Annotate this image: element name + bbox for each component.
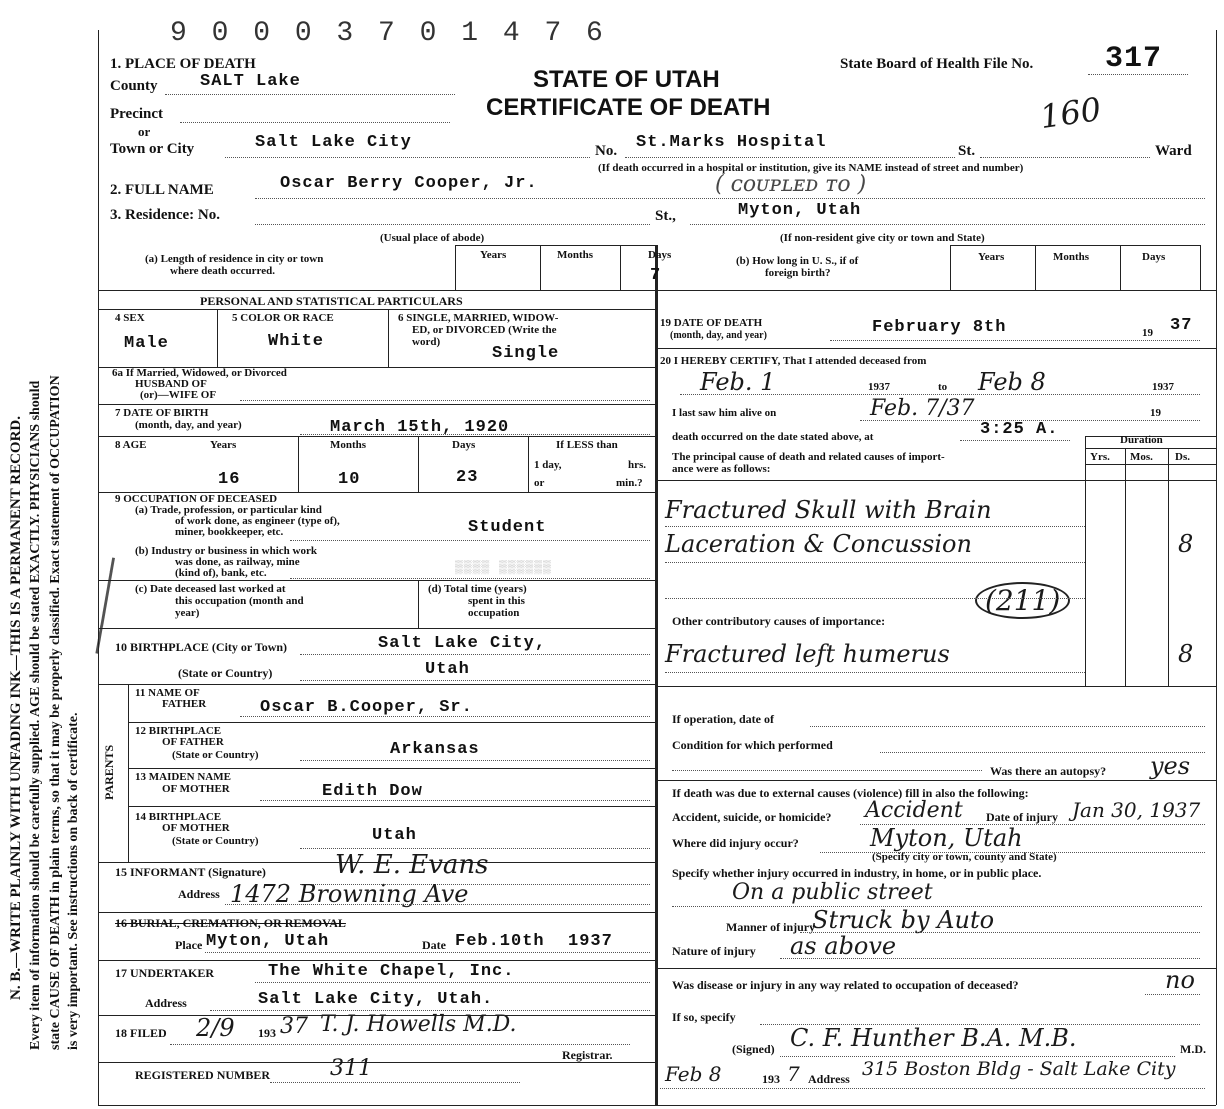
dod-year: 37 bbox=[1170, 316, 1193, 335]
county-label: County bbox=[110, 78, 158, 94]
registrar-signature: T. J. Howells M.D. bbox=[320, 1012, 517, 1037]
marital-label-b: ED, or DIVORCED (Write the bbox=[412, 324, 557, 336]
occ-d2: spent in this bbox=[468, 595, 525, 607]
length-label-a: (a) Length of residence in city or town bbox=[145, 253, 324, 265]
length-days-value: 7 bbox=[650, 266, 662, 285]
sign-year-prefix: 193 bbox=[762, 1072, 780, 1086]
burial-year: 1937 bbox=[568, 932, 613, 951]
certificate-title: CERTIFICATE OF DEATH bbox=[486, 94, 771, 121]
last-saw-label: I last saw him alive on bbox=[672, 407, 777, 419]
signed-label: (Signed) bbox=[732, 1042, 775, 1056]
dob-label-a: 7 DATE OF BIRTH bbox=[115, 407, 209, 419]
mother-label-a: 13 MAIDEN NAME bbox=[135, 771, 231, 783]
occ-b1: (b) Industry or business in which work bbox=[135, 545, 317, 557]
age-months-value: 10 bbox=[338, 470, 361, 489]
no-label: No. bbox=[595, 143, 618, 159]
cause-2: Laceration & Concussion bbox=[665, 530, 972, 558]
mbirth-value: Utah bbox=[372, 826, 417, 845]
foreign-months: Months bbox=[1053, 251, 1090, 263]
length-years: Years bbox=[480, 249, 507, 261]
dod-value: February 8th bbox=[872, 318, 1007, 337]
residence-st-label: St., bbox=[655, 208, 676, 224]
county-value: SALT Lake bbox=[200, 72, 301, 91]
hospital-value: St.Marks Hospital bbox=[636, 133, 827, 152]
less-label-a: If LESS than bbox=[556, 439, 618, 451]
margin-note-1: N. B.—WRITE PLAINLY WITH UNFADING INK—THIS IS A PERMANENT RECORD. bbox=[8, 416, 24, 1000]
burial-place: Myton, Utah bbox=[206, 932, 330, 951]
occ-industry-redacted: ▒▒▒▒ ▒▒▒▒▒▒ bbox=[455, 560, 552, 575]
occ-a2: of work done, as engineer (type of), bbox=[175, 515, 340, 527]
dod-label-a: 19 DATE OF DEATH bbox=[660, 317, 763, 329]
abode-note: (Usual place of abode) bbox=[380, 232, 485, 244]
duration-label: Duration bbox=[1120, 434, 1163, 446]
informant-label: 15 INFORMANT (Signature) bbox=[115, 865, 266, 879]
autopsy-value: yes bbox=[1150, 752, 1191, 780]
occ-c3: year) bbox=[175, 607, 200, 619]
spouse-label-b: HUSBAND OF bbox=[135, 378, 207, 390]
last-saw-year-label: 19 bbox=[1150, 407, 1161, 419]
physician-address-label: Address bbox=[808, 1072, 850, 1086]
mbirth-label-c: (State or Country) bbox=[172, 835, 259, 847]
operation-label: If operation, date of bbox=[672, 712, 774, 726]
occ-c2: this occupation (month and bbox=[175, 595, 304, 607]
dod-year-prefix: 19 bbox=[1142, 327, 1153, 339]
age-label: 8 AGE bbox=[115, 439, 147, 451]
less-label-e: min.? bbox=[616, 477, 643, 489]
precinct-label: Precinct bbox=[110, 106, 164, 122]
file-no-label: State Board of Health File No. bbox=[840, 56, 1034, 72]
race-value: White bbox=[268, 332, 325, 351]
physician-signature: C. F. Hunther B.A. M.B. bbox=[790, 1024, 1077, 1052]
undertaker-address-label: Address bbox=[145, 996, 187, 1010]
state-title: STATE OF UTAH bbox=[533, 66, 720, 93]
specify-value: On a public street bbox=[732, 880, 933, 905]
age-years-label: Years bbox=[210, 439, 237, 451]
less-label-b: 1 day, bbox=[534, 459, 562, 471]
last-saw: Feb. 7/37 bbox=[870, 396, 975, 421]
where-label: Where did injury occur? bbox=[672, 836, 799, 850]
full-name-label: 2. FULL NAME bbox=[110, 182, 214, 198]
attend-from: Feb. 1 bbox=[700, 368, 776, 396]
full-name-value: Oscar Berry Cooper, Jr. bbox=[280, 174, 538, 193]
fbirth-value: Arkansas bbox=[390, 740, 480, 759]
occ-b3: (kind of), bank, etc. bbox=[175, 567, 267, 579]
autopsy-label: Was there an autopsy? bbox=[990, 764, 1107, 778]
occupation-label: 9 OCCUPATION OF DECEASED bbox=[115, 493, 278, 505]
place-of-death-label: 1. PLACE OF DEATH bbox=[110, 56, 256, 72]
if-so-label: If so, specify bbox=[672, 1010, 736, 1024]
birthplace-label: 10 BIRTHPLACE (City or Town) bbox=[115, 640, 288, 654]
margin-handwriting: ▁▁▁▁▁▁▁ bbox=[78, 554, 116, 654]
nature-label: Nature of injury bbox=[672, 944, 756, 958]
marital-label-a: 6 SINGLE, MARRIED, WIDOW- bbox=[398, 312, 559, 324]
nonres-note: (If non-resident give city or town and State) bbox=[780, 232, 985, 244]
physician-address: 315 Boston Bldg - Salt Lake City bbox=[862, 1058, 1176, 1080]
manner-label: Manner of injury bbox=[726, 920, 816, 934]
filed-year-prefix: 193 bbox=[258, 1026, 276, 1040]
attend-to: Feb 8 bbox=[978, 368, 1046, 396]
occ-d1: (d) Total time (years) bbox=[428, 583, 527, 595]
occupation-answer: no bbox=[1165, 966, 1195, 994]
where-value: Myton, Utah bbox=[870, 824, 1023, 852]
occupation-question: Was disease or injury in any way related to occupation of deceased? bbox=[672, 978, 1019, 992]
mbirth-label-b: OF MOTHER bbox=[162, 822, 230, 834]
undertaker-label: 17 UNDERTAKER bbox=[115, 966, 215, 980]
burial-place-label: Place bbox=[175, 938, 203, 952]
birthplace-state: Utah bbox=[425, 660, 470, 679]
margin-note-2: Every item of information should be carefully supplied. AGE should be stated EXACTLY. PHYSICIANS should bbox=[28, 380, 43, 1050]
hospital-note: (If death occurred in a hospital or institution, give its NAME instead of street and number) bbox=[598, 162, 1024, 174]
accident-value: Accident bbox=[865, 798, 963, 823]
race-label: 5 COLOR OR RACE bbox=[232, 312, 334, 324]
attend-from-year: 1937 bbox=[868, 381, 890, 393]
accident-label: Accident, suicide, or homicide? bbox=[672, 810, 832, 824]
injury-date: Jan 30, 1937 bbox=[1072, 798, 1201, 822]
less-label-d: or bbox=[534, 477, 545, 489]
city-label: Town or City bbox=[110, 141, 195, 157]
age-months-label: Months bbox=[330, 439, 367, 451]
father-label-a: 11 NAME OF bbox=[135, 687, 200, 699]
filed-date: 2/9 bbox=[196, 1014, 235, 1042]
file-no: 317 bbox=[1105, 42, 1163, 76]
less-label-c: hrs. bbox=[628, 459, 647, 471]
marital-label-c: word) bbox=[412, 336, 441, 348]
age-days-value: 23 bbox=[456, 468, 479, 487]
age-years-value: 16 bbox=[218, 470, 241, 489]
dob-value: March 15th, 1920 bbox=[330, 418, 510, 437]
filed-label: 18 FILED bbox=[115, 1026, 167, 1040]
dob-label-b: (month, day, and year) bbox=[135, 419, 242, 431]
occupation-value: Student bbox=[468, 518, 547, 537]
name-handwriting: ( ᴄᴏᴜᴘʟᴇᴅ ᴛᴏ ) bbox=[715, 172, 867, 197]
dur-yrs: Yrs. bbox=[1090, 451, 1110, 463]
birthplace-state-label: (State or Country) bbox=[178, 666, 273, 680]
residence-label: 3. Residence: No. bbox=[110, 207, 220, 223]
md-label: M.D. bbox=[1180, 1042, 1206, 1056]
certify-label: 20 I HEREBY CERTIFY, That I attended deceased from bbox=[660, 355, 927, 367]
cause-1: Fractured Skull with Brain bbox=[665, 496, 992, 524]
sex-value: Male bbox=[124, 334, 169, 353]
length-months: Months bbox=[557, 249, 594, 261]
nature-value: as above bbox=[790, 932, 897, 960]
informant-address: 1472 Browning Ave bbox=[230, 880, 469, 908]
margin-note-4: is very important. See instructions on back of certificate. bbox=[66, 712, 81, 1050]
classification-stamp: (211) bbox=[975, 582, 1070, 619]
filed-year: 37 bbox=[280, 1014, 308, 1039]
external-label: If death was due to external causes (violence) fill in also the following: bbox=[672, 786, 1029, 800]
burial-date: Feb.10th bbox=[455, 932, 545, 951]
birthplace-city: Salt Lake City, bbox=[378, 634, 547, 653]
burial-date-label: Date bbox=[422, 938, 446, 952]
fbirth-label-b: OF FATHER bbox=[162, 736, 224, 748]
residence-value: Myton, Utah bbox=[738, 201, 862, 220]
where-note: (Specify city or town, county and State) bbox=[872, 851, 1057, 863]
occ-b2: was done, as railway, mine bbox=[175, 556, 300, 568]
attend-to-label: to bbox=[938, 381, 948, 393]
burial-label: 16 BURIAL, CREMATION, OR REMOVAL bbox=[115, 916, 346, 930]
manner-value: Struck by Auto bbox=[812, 906, 995, 934]
contrib-value: Fractured left humerus bbox=[665, 640, 950, 668]
father-label-b: FATHER bbox=[162, 698, 207, 710]
fbirth-label-c: (State or Country) bbox=[172, 749, 259, 761]
foreign-label-b: foreign birth? bbox=[765, 267, 831, 279]
file-stamp: 9 0 0 0 3 7 0 1 4 7 6 bbox=[170, 18, 607, 49]
sex-label: 4 SEX bbox=[115, 312, 145, 324]
foreign-days: Days bbox=[1142, 251, 1166, 263]
ward-label: Ward bbox=[1155, 143, 1192, 159]
informant-address-label: Address bbox=[178, 887, 220, 901]
foreign-years: Years bbox=[978, 251, 1005, 263]
reg-number-label: REGISTERED NUMBER bbox=[135, 1068, 271, 1082]
informant-signature: W. E. Evans bbox=[335, 850, 489, 880]
cause-intro-b: ance were as follows: bbox=[672, 463, 771, 475]
contrib-label: Other contributory causes of importance: bbox=[672, 614, 886, 628]
st-label: St. bbox=[958, 143, 976, 159]
mbirth-label-a: 14 BIRTHPLACE bbox=[135, 811, 222, 823]
length-label-b: where death occurred. bbox=[170, 265, 275, 277]
occ-c1: (c) Date deceased last worked at bbox=[135, 583, 286, 595]
occ-a3: miner, bookkeeper, etc. bbox=[175, 526, 284, 538]
city-value: Salt Lake City bbox=[255, 133, 412, 152]
registrar-label: Registrar. bbox=[562, 1048, 613, 1062]
mother-label-b: OF MOTHER bbox=[162, 783, 230, 795]
condition-label: Condition for which performed bbox=[672, 738, 833, 752]
reg-number: 311 bbox=[330, 1056, 372, 1081]
cause-intro-a: The principal cause of death and related causes of import- bbox=[672, 451, 945, 463]
undertaker-name: The White Chapel, Inc. bbox=[268, 962, 515, 981]
spouse-label-c: (or)—WIFE OF bbox=[140, 389, 217, 401]
cause-duration: 8 bbox=[1178, 530, 1194, 558]
occ-a1: (a) Trade, profession, or particular kind bbox=[135, 504, 322, 516]
sign-year: 7 bbox=[787, 1062, 800, 1086]
spouse-label-a: 6a If Married, Widowed, or Divorced bbox=[112, 367, 287, 379]
dur-ds: Ds. bbox=[1175, 451, 1190, 463]
attend-to-year: 1937 bbox=[1152, 381, 1174, 393]
sign-date: Feb 8 bbox=[665, 1062, 722, 1086]
fbirth-label-a: 12 BIRTHPLACE bbox=[135, 725, 222, 737]
mother-value: Edith Dow bbox=[322, 782, 423, 801]
injury-date-label: Date of injury bbox=[986, 810, 1058, 824]
handwritten-number: 160 bbox=[1037, 89, 1104, 137]
parents-label: PARENTS bbox=[102, 744, 116, 800]
marital-value: Single bbox=[492, 344, 560, 363]
occ-d3: occupation bbox=[468, 607, 520, 619]
personal-header: PERSONAL AND STATISTICAL PARTICULARS bbox=[200, 294, 463, 308]
contrib-duration: 8 bbox=[1178, 640, 1194, 668]
occurred-label: death occurred on the date stated above, at bbox=[672, 431, 874, 443]
specify-label: Specify whether injury occurred in industry, in home, or in public place. bbox=[672, 866, 1042, 880]
dod-label-b: (month, day, and year) bbox=[670, 330, 767, 341]
age-days-label: Days bbox=[452, 439, 476, 451]
father-value: Oscar B.Cooper, Sr. bbox=[260, 698, 473, 717]
margin-note-3: state CAUSE OF DEATH in plain terms, so that it may be properly classified. Exact statement of OCCUPATION bbox=[48, 375, 63, 1050]
death-time: 3:25 A. bbox=[980, 420, 1059, 439]
foreign-label-a: (b) How long in U. S., if of bbox=[736, 255, 859, 267]
or-label: or bbox=[138, 124, 151, 139]
undertaker-address: Salt Lake City, Utah. bbox=[258, 990, 494, 1009]
dur-mos: Mos. bbox=[1130, 451, 1153, 463]
length-days: Days bbox=[648, 249, 672, 261]
